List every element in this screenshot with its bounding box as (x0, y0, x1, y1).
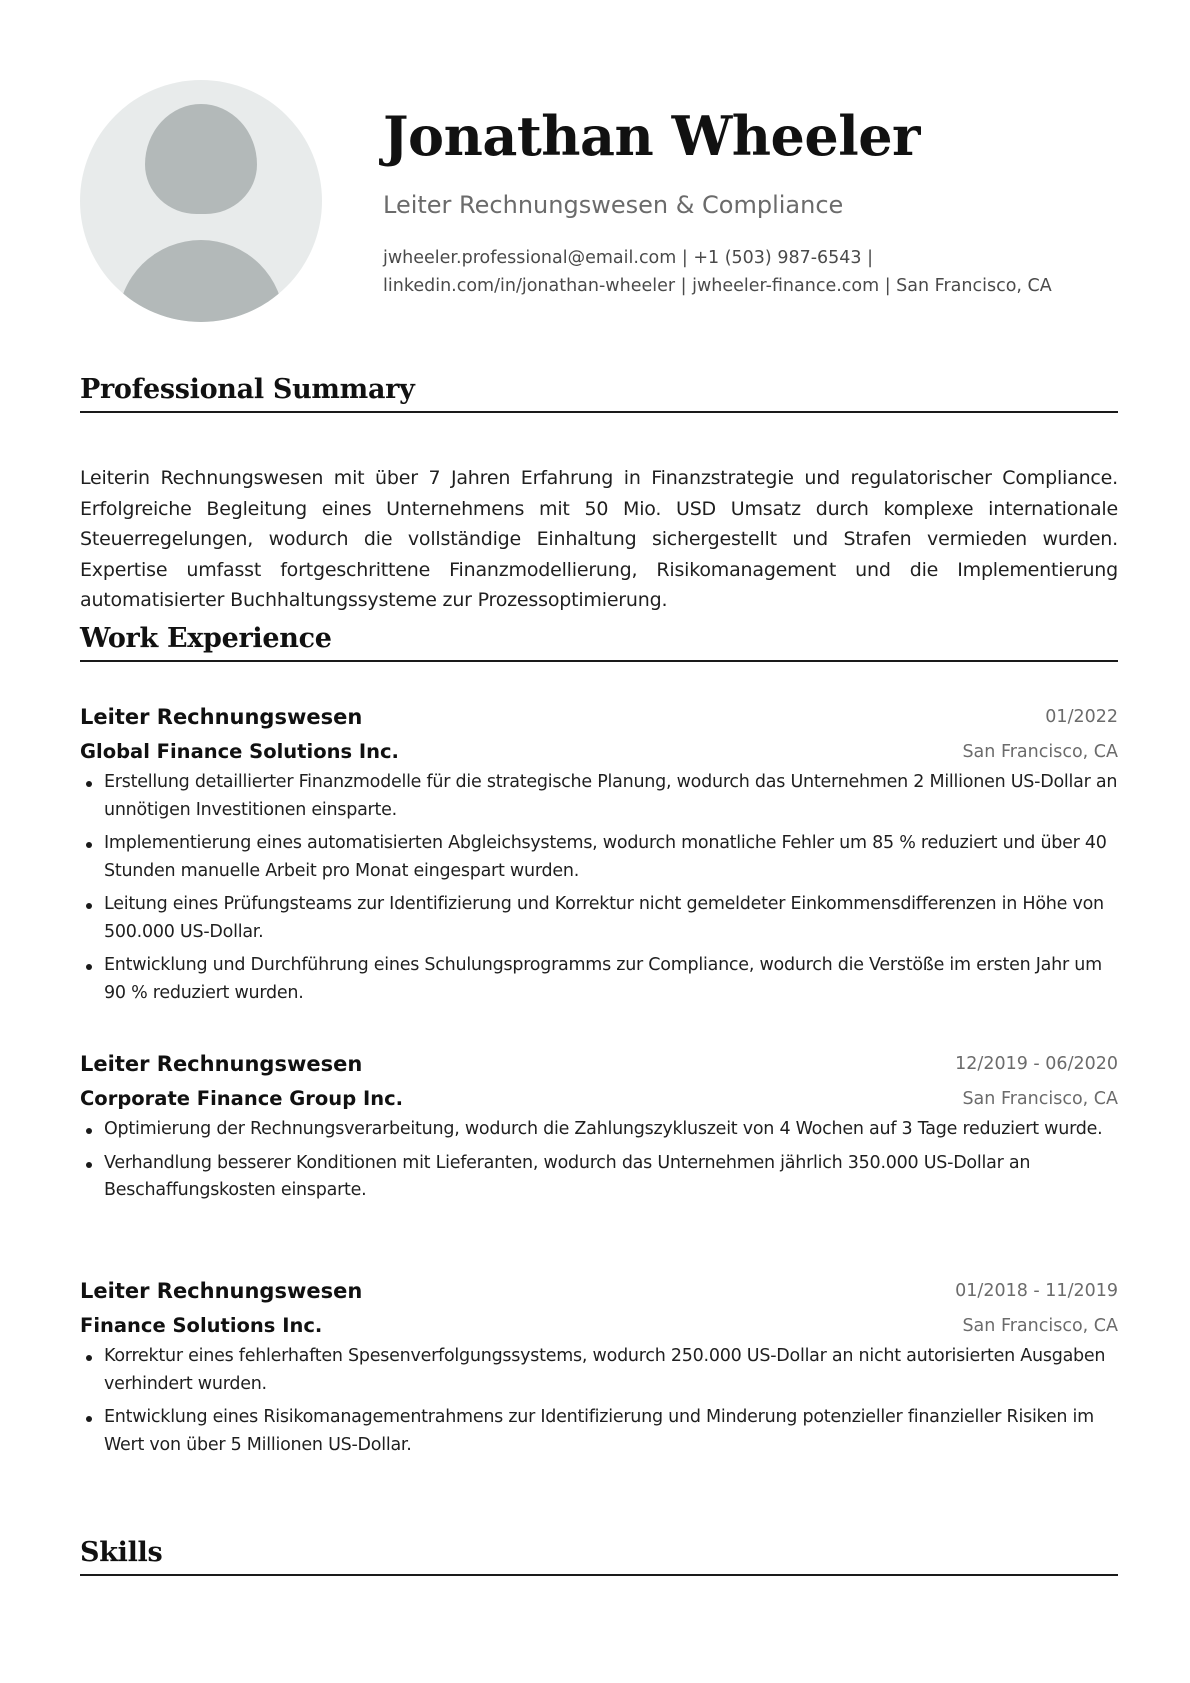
job-entry (80, 1046, 1118, 1211)
job-bullet: Leitung eines Prüfungsteams zur Identifizierung und Korrektur nicht gemeldeter Einkommensdifferenzen in Höhe von 500.000 US-Dollar. (80, 891, 1118, 946)
avatar (80, 80, 322, 322)
candidate-title: Leiter Rechnungswesen & Compliance (383, 191, 844, 219)
summary-text: Leiterin Rechnungswesen mit über 7 Jahren Erfahrung in Finanzstrategie und regulatorischer Compliance. Erfolgreiche Begleitung eines Unternehmens mit 50 Mio. USD Umsatz durch komplexe internationale Steuerregelungen, wodurch die vollständige Einhaltung sichergestellt und Strafen vermieden wurden. Expertise umfasst fortgeschrittene Finanzmodellierung, Risikomanagement und die Implementierung automatisierter Buchhaltungssysteme zur Prozessoptimierung. (80, 467, 1118, 611)
job-bullet: Verhandlung besserer Konditionen mit Lieferanten, wodurch das Unternehmen jährlich 350.000 US-Dollar an Beschaffungskosten einsparte. (80, 1150, 1118, 1205)
job-role: Leiter Rechnungswesen (80, 1052, 363, 1076)
job-company-row (80, 1082, 1118, 1116)
contact-line-2: linkedin.com/in/jonathan-wheeler | jwheeler-finance.com | San Francisco, CA (383, 276, 1052, 296)
job-location: San Francisco, CA (962, 742, 1118, 762)
contact-info (383, 244, 1143, 300)
person-placeholder-icon (145, 104, 257, 214)
job-company: Global Finance Solutions Inc. (80, 740, 399, 763)
job-date: 12/2019 - 06/2020 (955, 1054, 1118, 1074)
job-bullet: Erstellung detaillierter Finanzmodelle für die strategische Planung, wodurch das Unternehmen 2 Millionen US-Dollar an unnötigen Investitionen einsparte. (80, 769, 1118, 824)
job-company: Finance Solutions Inc. (80, 1314, 323, 1337)
job-date: 01/2022 (1045, 707, 1118, 727)
contact-line-1: jwheeler.professional@email.com | +1 (503) 987-6543 | (383, 248, 874, 268)
job-entry (80, 699, 1118, 1013)
job-location: San Francisco, CA (962, 1089, 1118, 1109)
job-location: San Francisco, CA (962, 1316, 1118, 1336)
section-title-skills: Skills (80, 1536, 1118, 1576)
job-bullet: Entwicklung und Durchführung eines Schulungsprogramms zur Compliance, wodurch die Verstöße im ersten Jahr um 90 % reduziert wurden. (80, 952, 1118, 1007)
job-role: Leiter Rechnungswesen (80, 705, 363, 729)
job-bullets (80, 769, 1118, 1007)
job-company-row (80, 1309, 1118, 1343)
job-role: Leiter Rechnungswesen (80, 1279, 363, 1303)
job-bullet: Optimierung der Rechnungsverarbeitung, wodurch die Zahlungszykluszeit von 4 Wochen auf 3 Tage reduziert wurde. (80, 1116, 1118, 1144)
job-date: 01/2018 - 11/2019 (955, 1281, 1118, 1301)
person-placeholder-body (118, 240, 284, 322)
job-bullet: Implementierung eines automatisierten Abgleichsystems, wodurch monatliche Fehler um 85 % reduziert und über 40 Stunden manuelle Arbeit pro Monat eingespart wurden. (80, 830, 1118, 885)
job-bullets (80, 1343, 1118, 1459)
section-title-summary: Professional Summary (80, 373, 1118, 413)
job-bullets (80, 1116, 1118, 1205)
candidate-name: Jonathan Wheeler (383, 104, 921, 168)
job-entry (80, 1273, 1118, 1465)
job-bullet: Entwicklung eines Risikomanagementrahmens zur Identifizierung und Minderung potenzieller finanzieller Risiken im Wert von über 5 Millionen US-Dollar. (80, 1404, 1118, 1459)
job-company-row (80, 735, 1118, 769)
job-header-row (80, 699, 1118, 735)
section-title-experience: Work Experience (80, 622, 1118, 662)
job-bullet: Korrektur eines fehlerhaften Spesenverfolgungssystems, wodurch 250.000 US-Dollar an nicht autorisierten Ausgaben verhindert wurden. (80, 1343, 1118, 1398)
job-header-row (80, 1046, 1118, 1082)
job-company: Corporate Finance Group Inc. (80, 1087, 404, 1110)
job-header-row (80, 1273, 1118, 1309)
